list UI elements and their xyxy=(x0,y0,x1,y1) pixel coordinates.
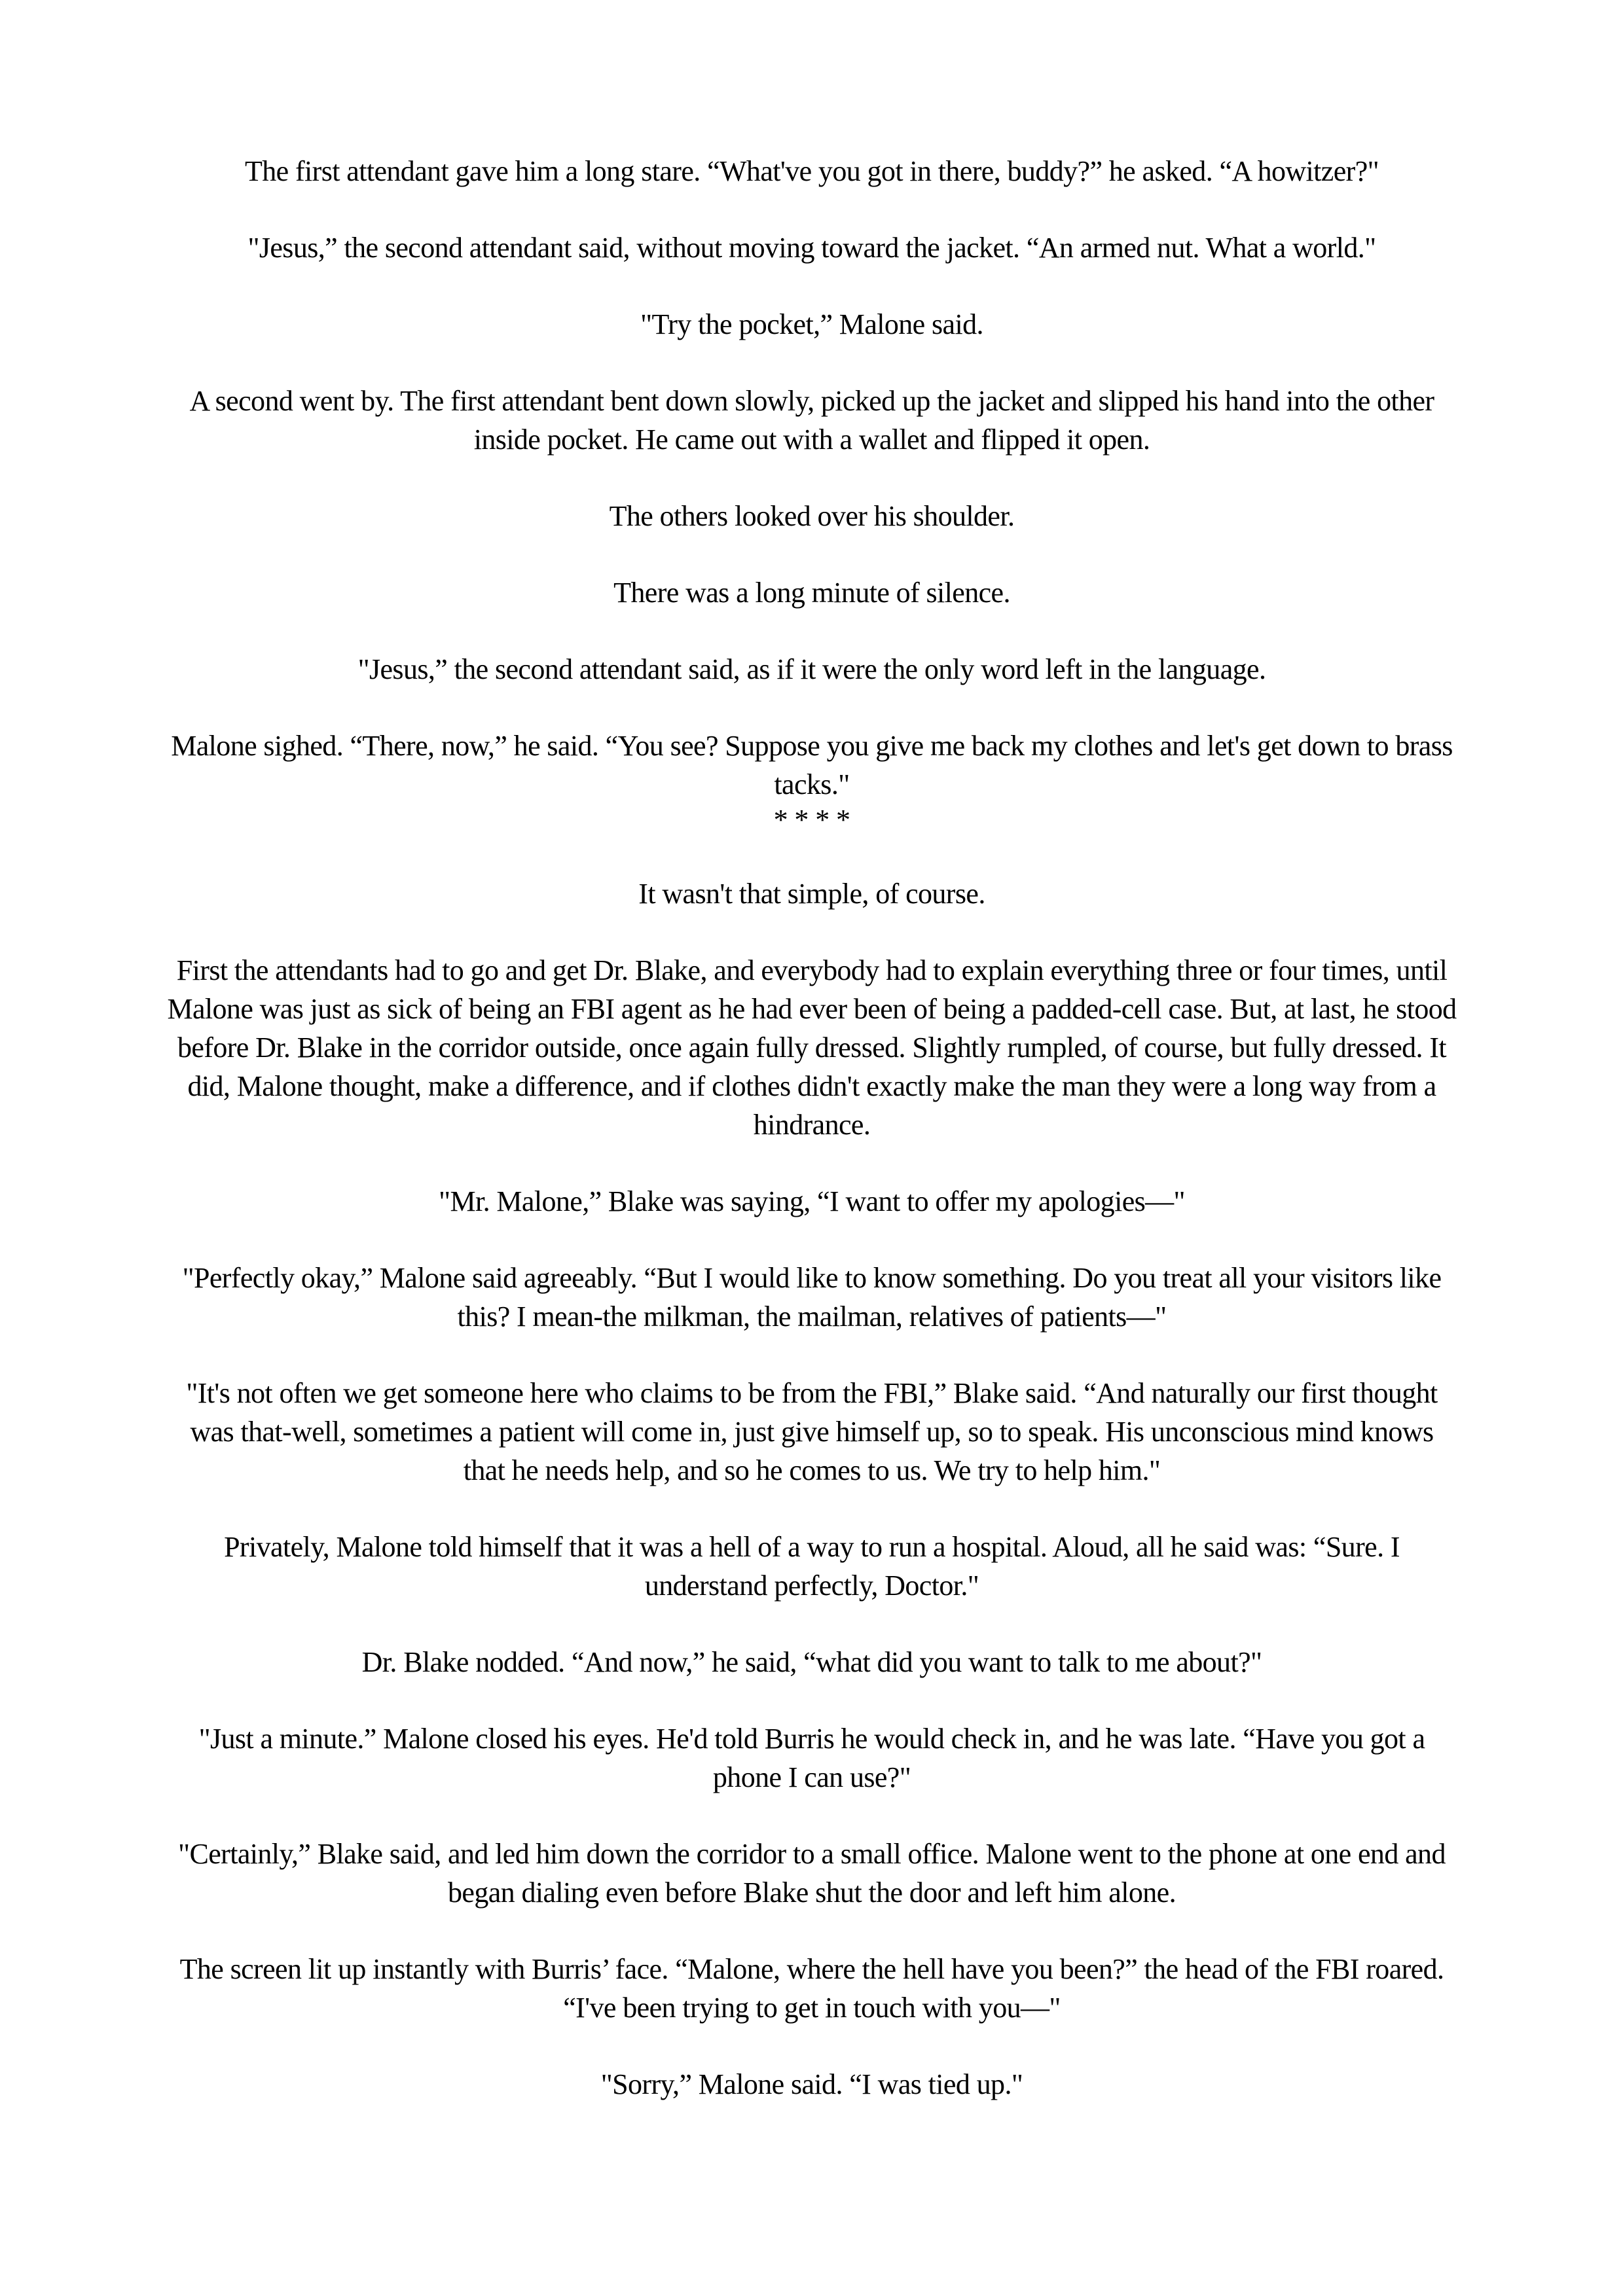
paragraph: The first attendant gave him a long stare. “What've you got in there, buddy?” he asked. “A howitzer?" xyxy=(245,155,1379,187)
body-text xyxy=(167,152,1457,2142)
paragraph: The screen lit up instantly with Burris’ face. “Malone, where the hell have you been?” the head of the FBI roared. “I've been trying to get in touch with you—" xyxy=(179,1953,1444,2024)
paragraph: It wasn't that simple, of course. xyxy=(638,878,985,910)
paragraph: "It's not often we get someone here who claims to be from the FBI,” Blake said. “And naturally our first thought was that-well, sometimes a patient will come in, just give himself up, so to speak. His unconscious mind knows that he needs help, and so he comes to us. We try to help him." xyxy=(186,1377,1438,1486)
paragraph: Dr. Blake nodded. “And now,” he said, “what did you want to talk to me about?" xyxy=(361,1646,1262,1678)
paragraph: "Jesus,” the second attendant said, without moving toward the jacket. “An armed nut. What a world." xyxy=(247,232,1376,264)
paragraph: "Try the pocket,” Malone said. xyxy=(640,308,983,340)
paragraph: There was a long minute of silence. xyxy=(613,577,1010,609)
paragraph: First the attendants had to go and get Dr. Blake, and everybody had to explain everything three or four times, until Malone was just as sick of being an FBI agent as he had ever been of being a padded-cell case. But, at last, he stood before Dr. Blake in the corridor outside, once again fully dressed. Slightly rumpled, of course, but fully dressed. It did, Malone thought, make a difference, and if clothes didn't exactly make the man they were a long way from a hindrance. xyxy=(167,954,1457,1141)
paragraph: Malone sighed. “There, now,” he said. “You see? Suppose you give me back my clothes and let's get down to brass tacks." xyxy=(171,730,1453,800)
paragraph: A second went by. The first attendant bent down slowly, picked up the jacket and slipped his hand into the other inside pocket. He came out with a wallet and flipped it open. xyxy=(189,385,1434,456)
section-separator: * * * * xyxy=(773,804,850,836)
paragraph: Privately, Malone told himself that it was a hell of a way to run a hospital. Aloud, all he said was: “Sure. I understand perfectly, Doctor." xyxy=(224,1531,1400,1602)
paragraph: "Certainly,” Blake said, and led him down the corridor to a small office. Malone went to the phone at one end and began dialing even before Blake shut the door and left him alone. xyxy=(178,1838,1446,1909)
paragraph: "Mr. Malone,” Blake was saying, “I want to offer my apologies—" xyxy=(439,1185,1185,1217)
paragraph: "Sorry,” Malone said. “I was tied up." xyxy=(600,2068,1023,2100)
paragraph: "Just a minute.” Malone closed his eyes. He'd told Burris he would check in, and he was late. “Have you got a phone I can use?" xyxy=(198,1723,1425,1793)
paragraph: The others looked over his shoulder. xyxy=(609,500,1015,532)
paragraph: "Jesus,” the second attendant said, as if it were the only word left in the language. xyxy=(357,653,1266,685)
paragraph: "Perfectly okay,” Malone said agreeably. “But I would like to know something. Do you treat all your visitors like this? I mean-the milkman, the mailman, relatives of patients—" xyxy=(182,1262,1442,1333)
